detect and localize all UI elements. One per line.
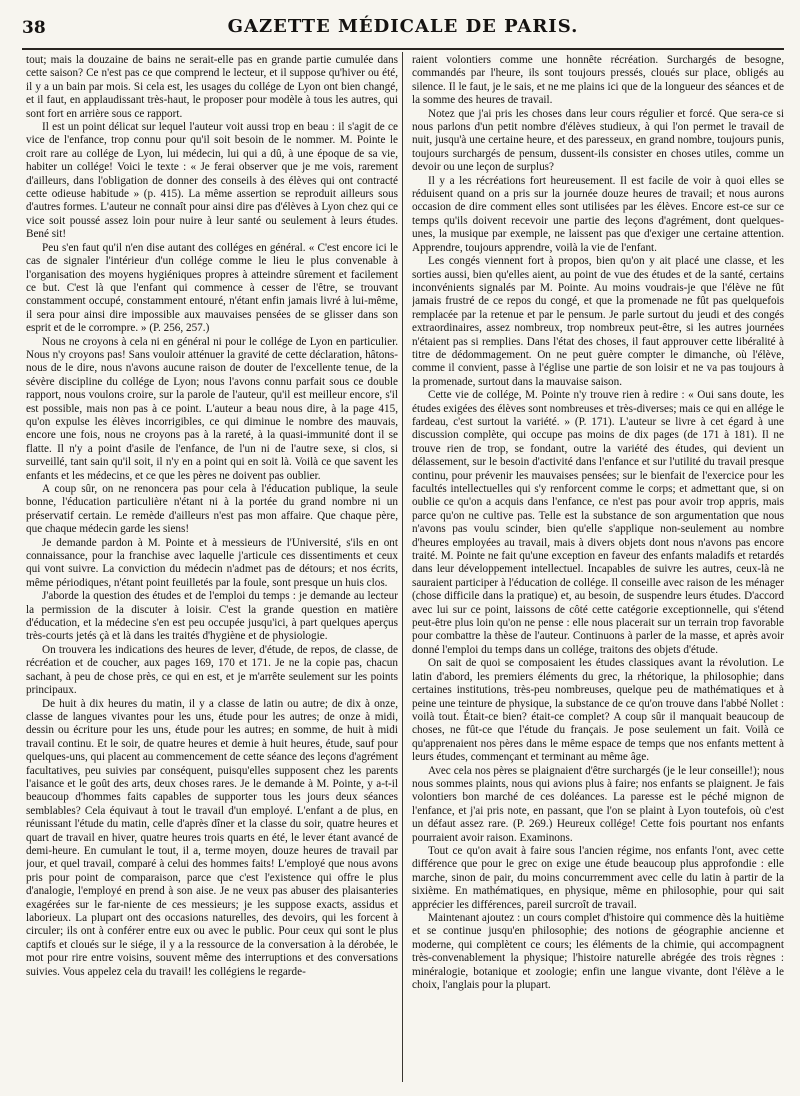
paragraph: Cette vie de collége, M. Pointe n'y trouve rien à redire : « Oui sans doute, les études exigées des élèves sont nombreuses et très-diverses; mais ce qui en allége le fardeau, c'est surtout la variété. » (P. 171). L'auteur se livre à cet égard à une discussion complète, qui occupe pas moins de dix pages (de 171 à 181). Il ne trouve rien de trop, se fondant, outre la variété des études, qui devient un délassement, sur le besoin d'activité dans l'enfance et sur l'utilité du travail presque continu, pour prévenir les mauvaises pensées; sur le bienfait de l'exercice pour les facultés intellectuelles qui s'y renforcent comme le corps; et admettant que, si on oublie ce qu'on a acquis dans l'enfance, ce n'est pas pour avoir trop appris, mais parce qu'on ne cultive pas. Telle est la substance de son argumentation que nous n'avons pas voulu scinder, bien qu'elle s'applique non-seulement au nombre d'heures employées au travail, mais à divers objets dont nous n'avons pas encore traité. M. Pointe ne fait qu'une exception en faveur des enfants maladifs et retardés dans leur développement intellectuel. Incapables de suivre les autres, ceux-là ne sauraient participer à l'éducation de collége. Il conseille avec raison de les ménager (chose difficile dans la pratique) et, au besoin, de suspendre leurs études. D'accord avec lui sur ce point, laissons de côté cette catégorie exceptionnelle, qui s'étend peut-être plus loin qu'on ne pense : elle nous placerait sur un terrain trop favorable pour combattre la thèse de l'auteur. Continuons à parler de la masse, et après avoir donné l'emploi du temps dans un collége, traitons des objets d'étude. <box>412 389 784 656</box>
paragraph: De huit à dix heures du matin, il y a classe de latin ou autre; de dix à onze, classe de langues vivantes pour les uns, étude pour les autres; de onze à midi, dessin ou écriture pour les uns, étude pour les autres; en somme, de huit à midi travail continu. Et le soir, de quatre heures et demie à huit heures, étude, sauf pour quelques-uns, qui placent au commencement de cette séance des leçons d'agrément facultatives, peu suivies par conséquent, puisqu'elles supposent chez les parents l'aisance et le goût des arts, deux choses rares. Je le demande à M. Pointe, y a-t-il beaucoup d'hommes faits capables de supporter tous les jours deux séances semblables? Cela équivaut à tout le travail d'un employé. L'enfant a de plus, en réunissant l'étude du matin, celle d'après dîner et la classe du soir, quatre heures et quart de travail en hiver, quatre heures trois quarts en été, le lever étant avancé de demi-heure. En cumulant le tout, il a, terme moyen, douze heures de travail par jour, et quel travail, comparé à celui des hommes faits! L'employé que nous avons pris pour point de comparaison, parce que c'est l'existence qui offre le plus d'analogie, l'employé en prend à son aise. Je ne veux pas abuser des plaisanteries exagérées sur le far-niente de ces messieurs; je les suppose exacts, assidus et laborieux. La plupart ont des occasions naturelles, des devoirs, qui les forcent à circuler; ils ont à conférer entre eux ou avec le public. Pour ceux qui sont le plus captifs et cloués sur le siége, il y a la ressource de la conversation à la dérobée, le mot pour rire entre voisins, souvent même des interruptions et des conversations suivies. Vous appelez cela du travail! les collégiens le regarde- <box>26 697 398 978</box>
paragraph: Maintenant ajoutez : un cours complet d'histoire qui commence dès la huitième et se continue jusqu'en philosophie; des notions de géographie ancienne et moderne, qui complètent ce cours; les éléments de la chimie, qui accompagnent très-convenablement la physique; l'histoire naturelle abrégée des trois règnes : minéralogie, botanique et zoologie; enfin une langue vivante, dont l'élève a le choix, l'anglais pour la plupart. <box>412 912 784 992</box>
paragraph: Il y a les récréations fort heureusement. Il est facile de voir à quoi elles se réduisent quand on a pris sur la journée douze heures de travail; et nous aurons occasion de dire comment elles sont utilisées par les élèves. Encore est-ce sur ce temps qu'ils doivent recevoir une partie des leçons d'agrément, dont quelques-unes, la musique par exemple, ne laissent pas que d'exiger une certaine attention. Apprendre, toujours apprendre, voilà la vie de l'enfant. <box>412 174 784 254</box>
paragraph: J'aborde la question des études et de l'emploi du temps : je demande au lecteur la permission de la discuter à loisir. C'est la grande question en matière d'éducation, et la médecine s'en est peu occupée jusqu'ici, à part quelques aperçus très-courts jetés çà et là dans les traités d'hygiène et de physiologie. <box>26 590 398 643</box>
paragraph: Notez que j'ai pris les choses dans leur cours régulier et forcé. Que sera-ce si nous parlons d'un petit nombre d'élèves studieux, à qui l'on permet le travail de nuit, jusqu'à une certaine heure, et des paresseux, en grand nombre, toujours punis, toujours surchargés de pensum, dussent-ils consister en choses utiles, comme un devoir ou une leçon de surplus? <box>412 107 784 174</box>
paragraph: tout; mais la douzaine de bains ne serait-elle pas en grande partie cumulée dans cette saison? Ce n'est pas ce que comprend le lecteur, et il suppose qu'hiver ou été, il y a un bain par mois. Si cela est, les usages du collége de Lyon ont bien changé, et il faut, en applaudissant très-haut, le proposer pour modèle à tous les autres, qui sont fort en arrière sous ce rapport. <box>26 54 398 120</box>
left-column <box>26 54 398 1088</box>
paragraph: Peu s'en faut qu'il n'en dise autant des colléges en général. « C'est encore ici le cas de signaler l'intérieur d'un collége comme le lieu le plus convenable à l'organisation des moyens hygiéniques propres à atteindre sûrement et facilement ce but. C'est là que l'enfant qui commence à cesser de l'être, se trouvant constamment occupé, constamment entouré, n'étant enfin jamais livré à lui-même, il sera pour ainsi dire impossible aux mauvaises pensées de se glisser dans son esprit et de le corrompre. » (P. 256, 257.) <box>26 241 398 335</box>
journal-title: GAZETTE MÉDICALE DE PARIS. <box>227 16 579 37</box>
paragraph: Avec cela nos pères se plaignaient d'être surchargés (je le leur conseille!); nous nous sommes plaints, nous qui avions plus à faire; nos enfants se plaignent. Je fais volontiers bon marché de ces doléances. La paresse est le péché mignon de l'enfance, et j'ai pris note, en passant, que l'on se plaint à Lyon toutefois, où c'est un défaut assez rare. (P. 269.) Heureux collége! Cette fois pourtant nos enfants pourraient avoir raison. Examinons. <box>412 764 784 844</box>
column-divider <box>402 52 403 1082</box>
right-column <box>412 54 784 1088</box>
paragraph: On trouvera les indications des heures de lever, d'étude, de repos, de classe, de récréation et de coucher, aux pages 169, 170 et 171. Je ne la copie pas, chacun sachant, à peu de chose près, ce qui en est, et je m'arrête seulement sur les points principaux. <box>26 643 398 697</box>
paragraph: raient volontiers comme une honnête récréation. Surchargés de besogne, commandés par l'heure, ils sont toujours pressés, cloués sur place, obligés au silence. Il le faut, je le sais, et ne me plains ici que de la longueur des séances et de la somme des heures de travail. <box>412 54 784 107</box>
page-number: 38 <box>22 18 46 38</box>
paragraph: Les congés viennent fort à propos, bien qu'on y ait placé une classe, et les sorties aussi, bien qu'elles aient, au point de vue des études et de la santé, certains inconvénients signalés par M. Pointe. Au moins voudrais-je que l'élève ne fût jamais frustré de ce repos du congé, et que la promenade ne fût pas quelquefois remplacée par la retenue et par le pensum. Je parle surtout du jeudi et des congés extraordinaires, assez nombreux, trop nombreux peut-être, si les autres journées n'étaient pas si remplies. Dans l'état des choses, il faut approuver cette libéralité à titre de dédommagement. On ne peut guère compter le dimanche, où l'élève, comme il convient, passe à l'église une partie de son loisir et ne va pas toujours à la promenade, surtout dans la mauvaise saison. <box>412 255 784 388</box>
paragraph: Tout ce qu'on avait à faire sous l'ancien régime, nos enfants l'ont, avec cette différence que pour le grec on exige une étude beaucoup plus approfondie : elle marche, sinon de pair, du moins concurremment avec celle du latin à partir de la sixième. En mathématiques, en physique, même en philosophie, pour qui sait apprécier les différences, pareil surcroît de travail. <box>412 844 784 911</box>
page-header <box>22 4 784 44</box>
paragraph: A coup sûr, on ne renoncera pas pour cela à l'éducation publique, la seule bonne, l'éducation particulière n'étant ni à la portée du grand nombre ni un préservatif certain. Le remède d'ailleurs n'est pas mon affaire. Que chaque père, que chaque médecin garde les siens! <box>26 483 398 536</box>
paragraph: Nous ne croyons à cela ni en général ni pour le collége de Lyon en particulier. Nous n'y croyons pas! Sans vouloir atténuer la gravité de cette déclaration, hâtons-nous de le dire, nous n'avons aucune raison de douter de l'excellente tenue, de la sévère discipline du collége de Lyon; nous l'avons connu parfait sous ce double rapport, nous voulons croire, sur la parole de l'auteur, qu'il est meilleur encore, s'il est possible, mais non pas à ce point. L'auteur a beau nous dire, à la page 415, qu'on expulse les élèves incorrigibles, ce qui diminue le nombre des mauvais, encore une fois, nous ne croyons pas à la rareté, à la quasi-immunité dont il se flatte. Il n'y a point d'asile de l'enfance, de l'un ni de l'autre sexe, si clos, si surveillé, tant sain qu'il soit, il n'y en a point qui en soit là. Voilà ce que savent les enfants et les médecins, et ce que les pères ne doivent pas oublier. <box>26 335 398 482</box>
paragraph: On sait de quoi se composaient les études classiques avant la révolution. Le latin d'abord, les premiers éléments du grec, la rhétorique, la philosophie; dans certaines institutions, très-peu nombreuses, quelque peu de mathématiques et à peine une teinture de physique, la substance de ce qu'on trouve dans l'abbé Nollet : voilà tout. Était-ce bien? était-ce complet? A coup sûr il manquait beaucoup de choses, ne fût-ce que l'étude du français. Je pose seulement un fait. Voilà ce qu'apprenaient nos pères dans le même espace de temps que nos enfants mettent à leurs études, commençant et terminant au même âge. <box>412 657 784 764</box>
header-rule <box>22 48 784 50</box>
paragraph: Je demande pardon à M. Pointe et à messieurs de l'Université, s'ils en ont connaissance, pour la franchise avec laquelle j'articule ces dissentiments et ceux qui vont suivre. La conviction du médecin n'admet pas de détours; et nos écrits, même périodiques, n'étant point feuilletés par la foule, sont presque un huis clos. <box>26 536 398 589</box>
paragraph: Il est un point délicat sur lequel l'auteur voit aussi trop en beau : il s'agit de ce vice de l'enfance, trop connu pour qu'il soit besoin de le nommer. M. Pointe le croit rare au collége de Lyon, lui médecin, lui qui a dû, à une époque de sa vie, habiter un collége! Voici le texte : « Je ferai observer que je me vois, rarement d'ailleurs, dans l'obligation de donner des conseils à des élèves qui ont contracté cette odieuse habitude » (p. 415). La même assertion se reproduit ailleurs sous d'autres formes. L'auteur ne connaît pour ainsi dire pas d'élèves à Lyon chez qui ce vice soit poussé assez loin pour nuire à leur santé ou seulement à leurs études. Bené sit! <box>26 121 398 241</box>
